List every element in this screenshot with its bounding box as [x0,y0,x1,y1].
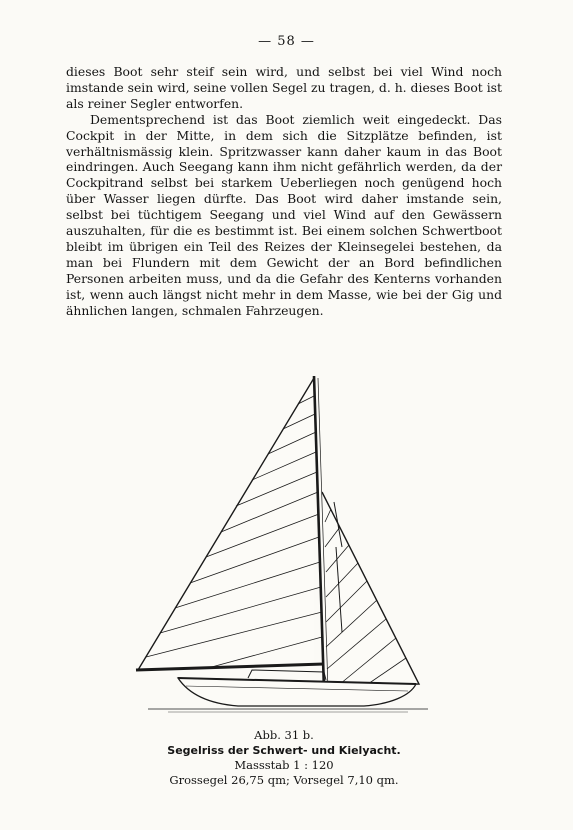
figure-label: Abb. 31 b. [254,728,314,742]
mainsail [138,378,314,670]
figure-scale: Massstab 1 : 120 [234,758,334,772]
mast [314,376,324,690]
foresail [322,492,419,685]
figure-caption [66,728,502,788]
figure-areas: Grossegel 26,75 qm; Vorsegel 7,10 qm. [169,773,399,787]
body-text [66,64,502,319]
cabin [248,670,326,680]
figure-title: Segelriss der Schwert- und Kielyacht. [167,744,401,757]
sail-plan-figure [128,372,442,718]
page-number: — 58 — [258,34,315,49]
paragraph-1: dieses Boot sehr steif sein wird, und selbst bei viel Wind noch imstande sein wird, seine vollen Segel zu tragen, d. h. dieses Boot ist als reiner Segler entworfen. [66,64,503,111]
sail-plan-drawing [128,372,442,718]
paragraph-2: Dementsprechend ist das Boot ziemlich weit eingedeckt. Das Cockpit in der Mitte, in dem sich die Sitzplätze befinden, ist verhältnismässig klein. Spritzwasser kann daher kaum in das Boot eindringen. Auch Seegang kann ihm nicht gefährlich werden, da der Cockpitrand selbst bei starkem Ueberliegen noch genügend hoch über Wasser liegen dürfte. Das Boot wird daher imstande sein, selbst bei tüchtigem Seegang und viel Wind auf den Gewässern auszuhalten, für die es bestimmt ist. Bei einem solchen Schwertboot bleibt im übrigen ein Teil des Reizes der Kleinsegelei bestehen, da man bei Flundern mit dem Gewicht der an Bord befindlichen Personen arbeiten muss, und da die Gefahr des Kenterns vorhanden ist, wenn auch längst nicht mehr in dem Masse, wie bei der Gig und ähnlichen langen, schmalen Fahrzeugen. [66,111,502,318]
